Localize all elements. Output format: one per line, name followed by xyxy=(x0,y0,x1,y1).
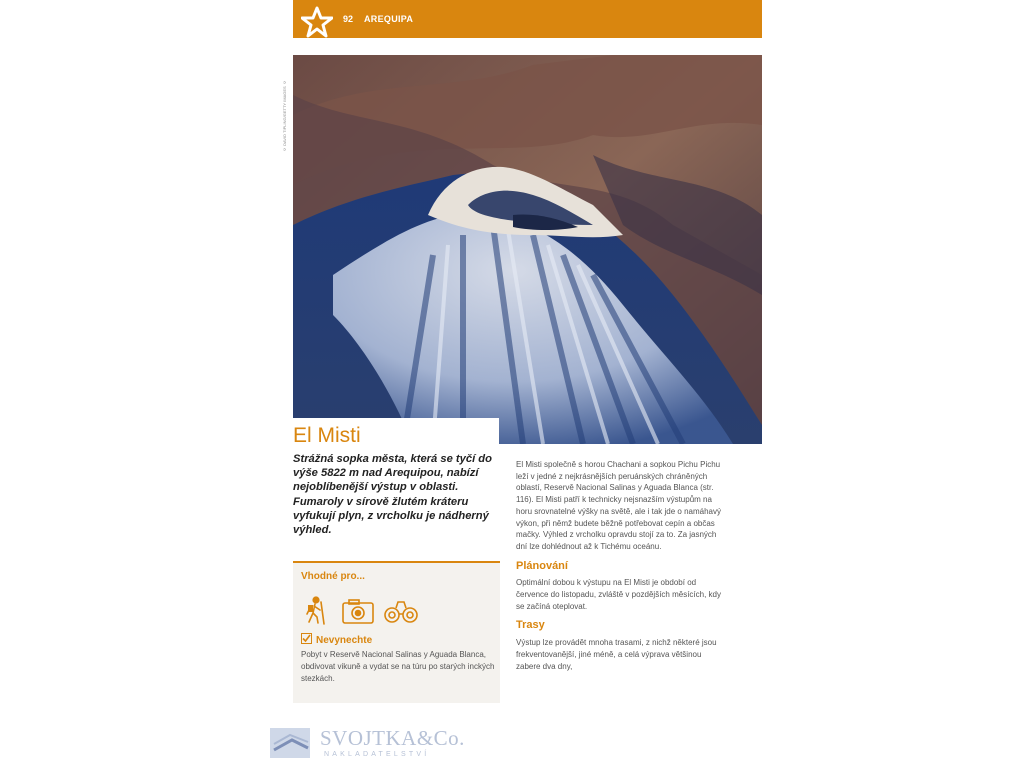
section-text-planning: Optimální dobou k výstupu na El Misti je období od července do listopadu, zvláště v pozdějších měsících, kdy se začíná oteplovat. xyxy=(516,578,721,611)
checkbox-icon xyxy=(301,633,312,644)
body-paragraph: El Misti společně s horou Chachani a sopkou Pichu Pichu leží v jedné z nejkrásnějších peruánských chráněných oblastí, Reservě Nacional Salinas y Aguada Blanca (str. 116). El Misti patří k technicky nejsnazším výstupům na horu srovnatelné výšky na světě, ale i tak jde o namáhavý výkon, při němž budete běžně potřebovat cepín a občas mačky. Výhled z vrcholku opravdu stojí za to. Za jasných dní lze dohlédnout až k Tichému oceánu. xyxy=(516,460,721,551)
publisher-logo xyxy=(268,724,468,764)
section-heading-routes: Trasy xyxy=(516,619,545,632)
page-number: 92 xyxy=(343,14,354,24)
publisher-name: SVOJTKA&Co. xyxy=(320,726,465,750)
article-title: El Misti xyxy=(293,424,361,447)
section-title: AREQUIPA xyxy=(364,14,414,24)
publisher-subtitle: NAKLADATELSTVÍ xyxy=(324,751,430,758)
volcano-photo xyxy=(293,55,762,444)
section-heading-planning: Plánování xyxy=(516,559,568,572)
mustsee-heading: Nevynechte xyxy=(316,635,373,646)
section-text-routes: Výstup lze provádět mnoha trasami, z nichž některé jsou frekventovanější, jiné méně, a celá výprava většinou zabere dva dny, xyxy=(516,638,717,671)
binoculars-icon xyxy=(385,602,417,622)
mustsee-text: Pobyt v Reservě Nacional Salinas y Aguada Blanca, obdivovat vikuně a vydat se na túru po starých inckých stezkách. xyxy=(301,650,495,683)
info-sidebar xyxy=(293,561,500,703)
mustsee-heading-row xyxy=(301,633,372,646)
article-body-column xyxy=(516,459,722,678)
camera-icon xyxy=(343,600,373,623)
hiker-icon xyxy=(307,597,324,624)
article-lead: Strážná sopka města, která se tyčí do výše 5822 m nad Arequipou, nabízí nejoblíbenější výstup v oblasti. Fumaroly v sírově žlutém kráteru vyfukují plyn, z vrcholku je nádherný výhled. xyxy=(293,453,492,537)
page-header-bar xyxy=(293,0,762,38)
star-icon xyxy=(301,6,333,38)
sidebar-heading: Vhodné pro... xyxy=(301,571,365,582)
book-logo-icon xyxy=(268,724,314,760)
photo-credit: © DAVID TIPLING/GETTY IMAGES © xyxy=(282,80,287,152)
activity-icons xyxy=(302,596,442,626)
